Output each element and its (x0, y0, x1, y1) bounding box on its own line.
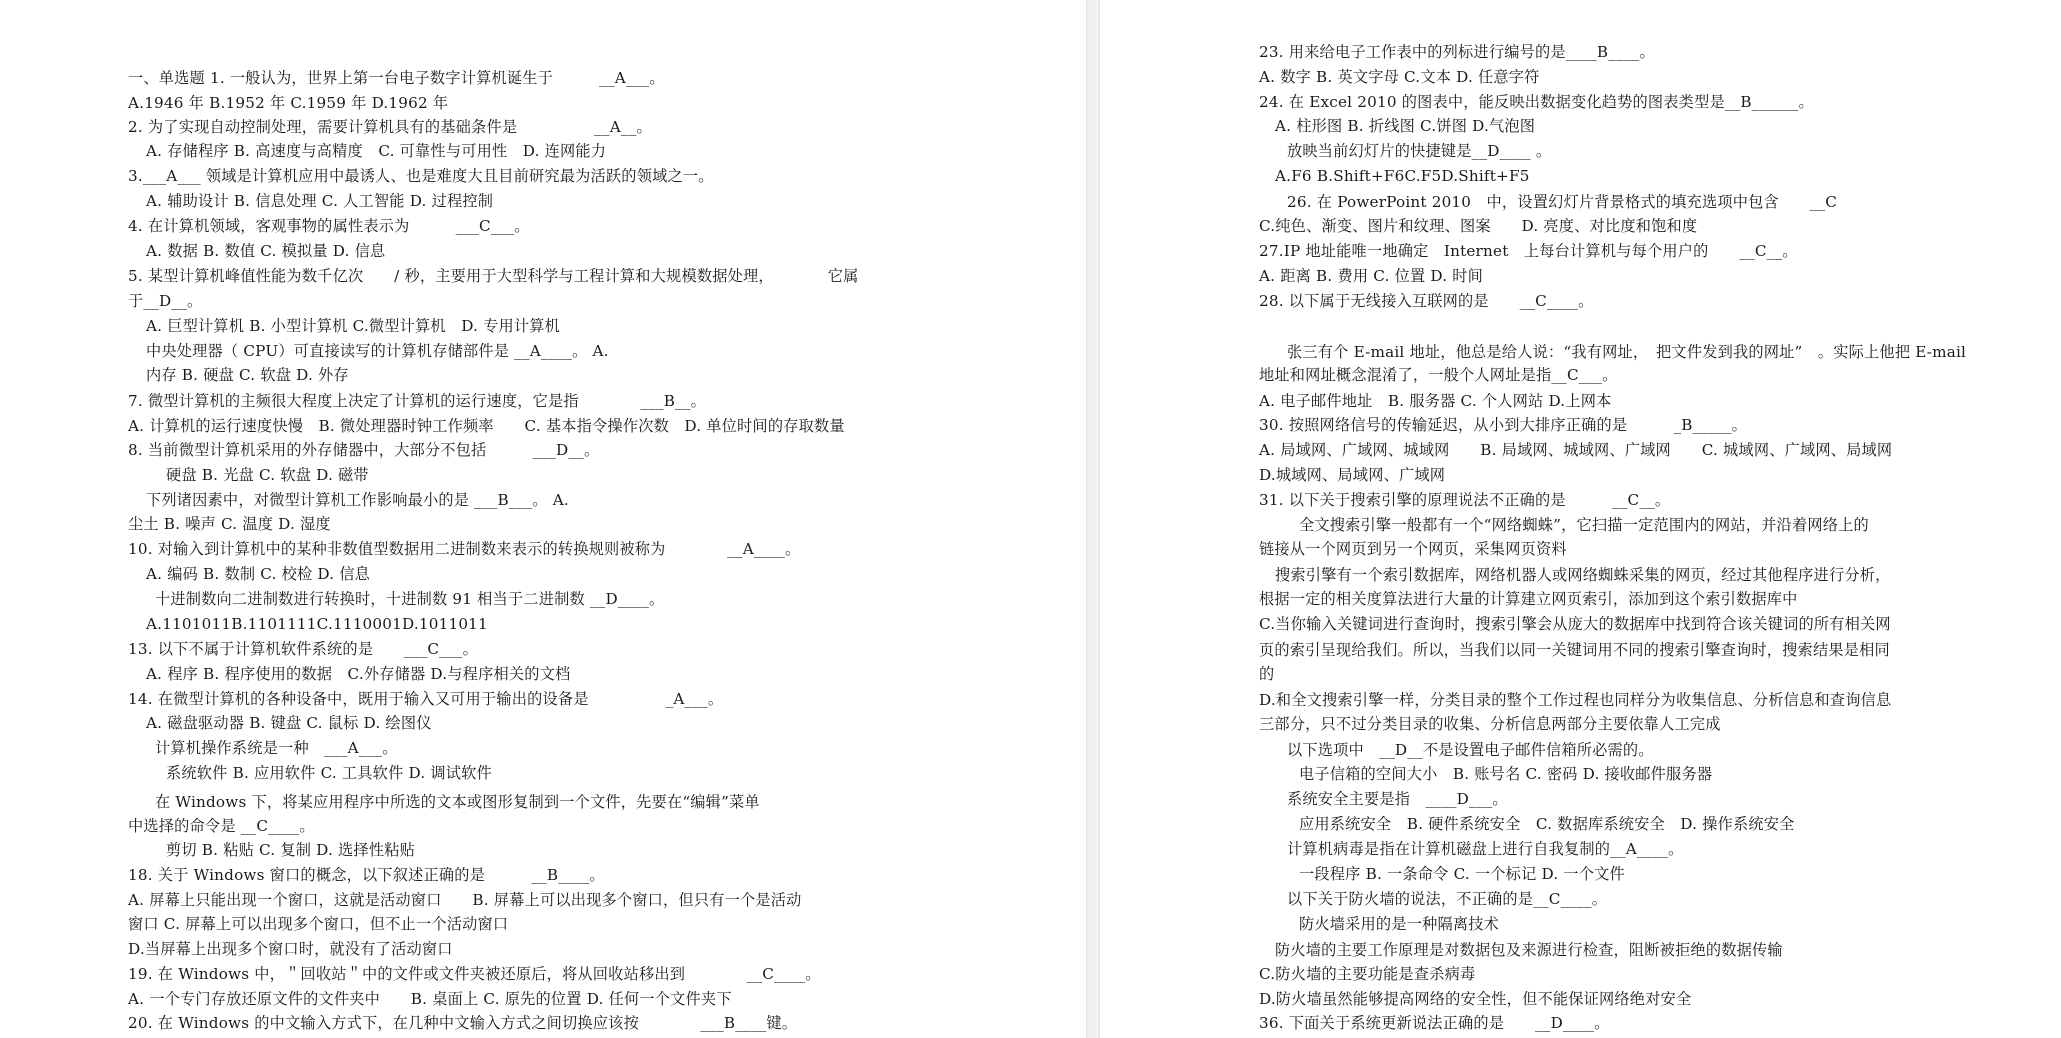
text-line: 根据一定的相关度算法进行大量的计算建立网页索引，添加到这个索引数据库中 (1259, 590, 1798, 608)
text-line: 13. 以下不属于计算机软件系统的是 ___C___。 (128, 640, 478, 658)
text-line: 30. 按照网络信号的传输延迟，从小到大排序正确的是 _B_____。 (1259, 416, 1747, 434)
text-line: A. 距离 B. 费用 C. 位置 D. 时间 (1259, 267, 1484, 285)
text-line: A. 数据 B. 数值 C. 模拟量 D. 信息 (146, 242, 386, 260)
text-line: 7. 微型计算机的主频很大程度上决定了计算机的运行速度，它是指 ___B__。 (128, 392, 707, 410)
text-line: 尘土 B. 噪声 C. 温度 D. 湿度 (128, 515, 331, 533)
text-line: 全文搜索引擎一般都有一个“网络蜘蛛”，它扫描一定范围内的网站，并沿着网络上的 (1299, 516, 1869, 534)
text-line: 下列诸因素中，对微型计算机工作影响最小的是 ___B___。 A. (146, 491, 569, 509)
text-line: 窗口 C. 屏幕上可以出现多个窗口，但不止一个活动窗口 (128, 915, 509, 933)
text-line: 31. 以下关于搜索引擎的原理说法不正确的是 __C__。 (1259, 491, 1671, 509)
text-line: D.防火墙虽然能够提高网络的安全性，但不能保证网络绝对安全 (1259, 990, 1692, 1008)
text-line: 以下关于防火墙的说法，不正确的是__C____。 (1287, 890, 1608, 908)
text-line: 页的索引呈现给我们。所以，当我们以同一关键词用不同的搜索引擎查询时，搜索结果是相同 (1259, 641, 1890, 659)
text-line: 18. 关于 Windows 窗口的概念，以下叙述正确的是 __B____。 (128, 866, 605, 884)
text-line: 系统软件 B. 应用软件 C. 工具软件 D. 调试软件 (166, 764, 492, 782)
text-line: 5. 某型计算机峰值性能为数千亿次 / 秒，主要用于大型科学与工程计算和大规模数据处理， 它属 (128, 267, 859, 285)
text-line: A. 辅助设计 B. 信息处理 C. 人工智能 D. 过程控制 (146, 192, 494, 210)
text-line: 于__D__。 (128, 292, 203, 310)
text-line: A. 存储程序 B. 高速度与高精度 C. 可靠性与可用性 D. 连网能力 (146, 142, 607, 160)
page-gap (1086, 0, 1100, 1038)
text-line: 系统安全主要是指 ____D___。 (1287, 790, 1508, 808)
text-line: A. 电子邮件地址 B. 服务器 C. 个人网站 D.上网本 (1259, 392, 1612, 410)
text-line: 一段程序 B. 一条命令 C. 一个标记 D. 一个文件 (1299, 865, 1625, 883)
text-line: 计算机操作系统是一种 ___A___。 (155, 739, 398, 757)
text-line: D.城域网、局域网、广域网 (1259, 466, 1446, 484)
text-line: C.当你输入关键词进行查询时，搜索引擎会从庞大的数据库中找到符合该关键词的所有相关网 (1259, 615, 1891, 633)
text-line: A. 巨型计算机 B. 小型计算机 C.微型计算机 D. 专用计算机 (146, 317, 561, 335)
text-line: 剪切 B. 粘贴 C. 复制 D. 选择性粘贴 (166, 841, 415, 859)
text-line: A. 一个专门存放还原文件的文件夹中 B. 桌面上 C. 原先的位置 D. 任何一个文件夹下 (128, 990, 732, 1008)
text-line: D.和全文搜索引擎一样，分类目录的整个工作过程也同样分为收集信息、分析信息和查询信息 (1259, 691, 1892, 709)
text-line: 3.___A___ 领域是计算机应用中最诱人、也是难度大且目前研究最为活跃的领域之一。 (128, 167, 714, 185)
text-line: A. 柱形图 B. 折线图 C.饼图 D.气泡图 (1275, 117, 1536, 135)
text-line: 10. 对输入到计算机中的某种非数值型数据用二进制数来表示的转换规则被称为 __A____。 (128, 540, 801, 558)
text-line: 十进制数向二进制数进行转换时，十进制数 91 相当于二进制数 __D____。 (155, 590, 665, 608)
text-line: C.纯色、渐变、图片和纹理、图案 D. 亮度、对比度和饱和度 (1259, 217, 1698, 235)
text-line: 链接从一个网页到另一个网页，采集网页资料 (1259, 540, 1567, 558)
text-line: A.F6 B.Shift+F6C.F5D.Shift+F5 (1275, 167, 1530, 185)
text-line: 地址和网址概念混淆了，一般个人网址是指__C___。 (1259, 366, 1618, 384)
text-line: 27.IP 地址能唯一地确定 Internet 上每台计算机与每个用户的 __C__。 (1259, 242, 1798, 260)
text-line: A. 编码 B. 数制 C. 校检 D. 信息 (146, 565, 371, 583)
text-line: A.1946 年 B.1952 年 C.1959 年 D.1962 年 (128, 94, 449, 112)
text-line: A. 局域网、广域网、城域网 B. 局域网、城域网、广域网 C. 城域网、广域网、局域网 (1259, 441, 1893, 459)
text-line: 放映当前幻灯片的快捷键是__D____ 。 (1287, 142, 1552, 160)
text-line: 28. 以下属于无线接入互联网的是 __C____。 (1259, 292, 1594, 310)
text-line: 在 Windows 下，将某应用程序中所选的文本或图形复制到一个文件，先要在“编辑”菜单 (155, 793, 760, 811)
text-line: 应用系统安全 B. 硬件系统安全 C. 数据库系统安全 D. 操作系统安全 (1299, 815, 1795, 833)
text-line: A. 屏幕上只能出现一个窗口，这就是活动窗口 B. 屏幕上可以出现多个窗口，但只有一个是活动 (128, 891, 802, 909)
text-line: 2. 为了实现自动控制处理，需要计算机具有的基础条件是 __A__。 (128, 118, 652, 136)
text-line: 防火墙采用的是一种隔离技术 (1299, 915, 1500, 933)
text-line: C.防火墙的主要功能是查杀病毒 (1259, 965, 1476, 983)
text-line: 24. 在 Excel 2010 的图表中，能反映出数据变化趋势的图表类型是__B______。 (1259, 93, 1814, 111)
text-line: A. 数字 B. 英文字母 C.文本 D. 任意字符 (1259, 68, 1540, 86)
text-line: 以下选项中 __D__不是设置电子邮件信箱所必需的。 (1287, 741, 1654, 759)
text-line: 硬盘 B. 光盘 C. 软盘 D. 磁带 (166, 466, 369, 484)
text-line: 中央处理器（ CPU）可直接读写的计算机存储部件是 __A____。 A. (146, 342, 609, 360)
text-line: 中选择的命令是 __C____。 (128, 817, 315, 835)
text-line: 20. 在 Windows 的中文输入方式下，在几种中文输入方式之间切换应该按 ___B____键。 (128, 1014, 798, 1032)
text-line: 一、单选题 1. 一般认为，世界上第一台电子数字计算机诞生于 __A___。 (128, 69, 665, 87)
right-document-page (1100, 0, 2061, 1038)
text-line: 8. 当前微型计算机采用的外存储器中，大部分不包括 ___D__。 (128, 441, 600, 459)
text-line: 19. 在 Windows 中，＂回收站＂中的文件或文件夹被还原后，将从回收站移出到 __C____。 (128, 965, 821, 983)
text-line: 计算机病毒是指在计算机磁盘上进行自我复制的__A____。 (1287, 840, 1684, 858)
text-line: A. 程序 B. 程序使用的数据 C.外存储器 D.与程序相关的文档 (146, 665, 571, 683)
text-line: A. 磁盘驱动器 B. 键盘 C. 鼠标 D. 绘图仪 (146, 714, 432, 732)
text-line: 14. 在微型计算机的各种设备中，既用于输入又可用于输出的设备是 _A___。 (128, 690, 724, 708)
text-line: D.当屏幕上出现多个窗口时，就没有了活动窗口 (128, 940, 453, 958)
text-line: 4. 在计算机领域，客观事物的属性表示为 ___C___。 (128, 217, 530, 235)
text-line: 23. 用来给电子工作表中的列标进行编号的是____B____。 (1259, 43, 1655, 61)
text-line: 的 (1259, 665, 1275, 683)
text-line: 36. 下面关于系统更新说法正确的是 __D____。 (1259, 1014, 1610, 1032)
text-line: 搜索引擎有一个索引数据库，网络机器人或网络蜘蛛采集的网页，经过其他程序进行分析， (1275, 566, 1891, 584)
text-line: 内存 B. 硬盘 C. 软盘 D. 外存 (146, 366, 349, 384)
text-line: A.1101011B.1101111C.1110001D.1011011 (146, 615, 488, 633)
text-line: 26. 在 PowerPoint 2010 中，设置幻灯片背景格式的填充选项中包含 __C (1287, 193, 1838, 211)
text-line: 防火墙的主要工作原理是对数据包及来源进行检查，阻断被拒绝的数据传输 (1275, 941, 1783, 959)
text-line: 三部分，只不过分类目录的收集、分析信息两部分主要依靠人工完成 (1259, 715, 1721, 733)
text-line: 张三有个 E-mail 地址，他总是给人说：“我有网址， 把文件发到我的网址” 。实际上他把 E-mail (1287, 343, 1967, 361)
text-line: A. 计算机的运行速度快慢 B. 微处理器时钟工作频率 C. 基本指令操作次数 D. 单位时间的存取数量 (128, 417, 845, 435)
text-line: 电子信箱的空间大小 B. 账号名 C. 密码 D. 接收邮件服务器 (1299, 765, 1713, 783)
